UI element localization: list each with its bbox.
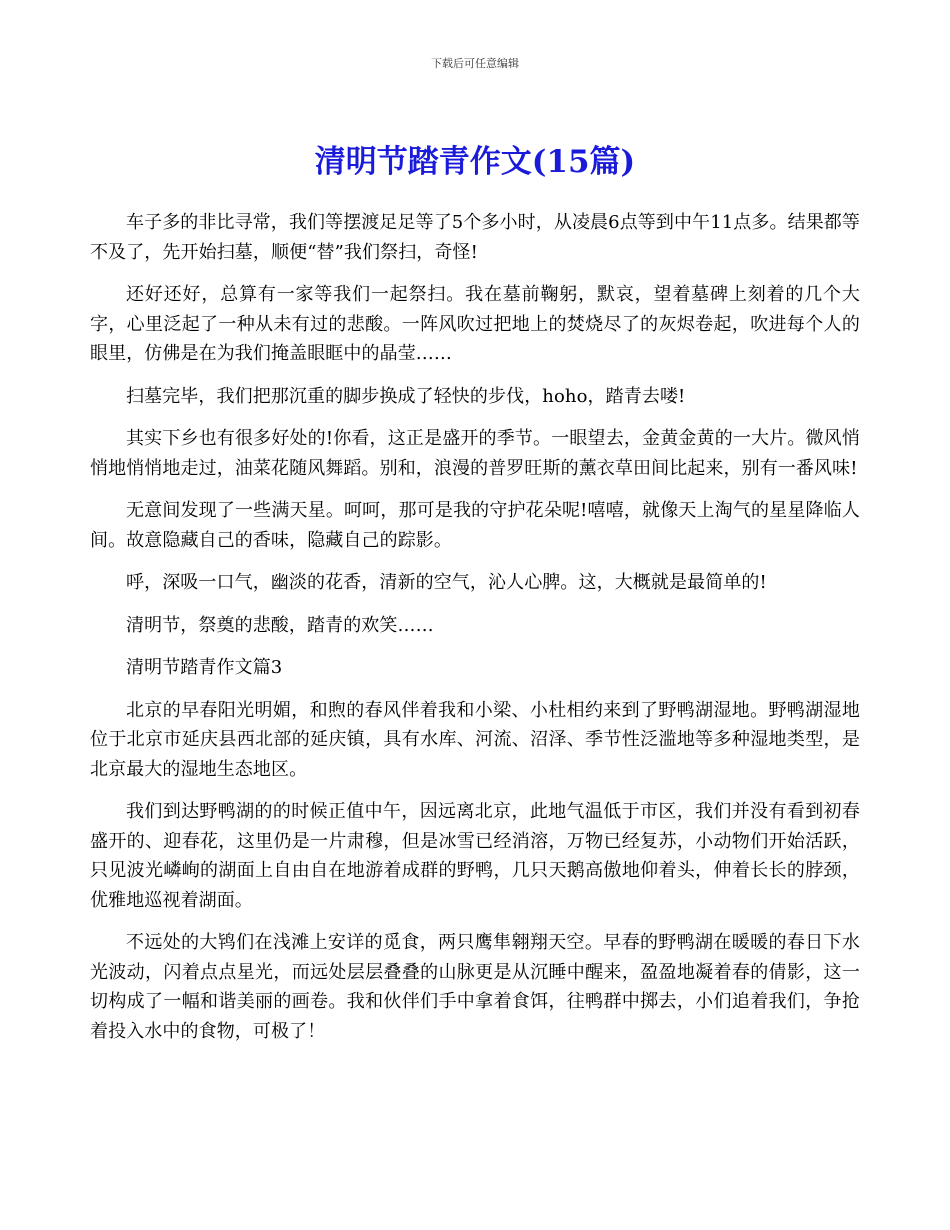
section-heading-3: 清明节踏青作文篇3 [126,657,283,678]
paragraph-3: 扫墓完毕，我们把那沉重的脚步换成了轻快的步伐，hoho，踏青去喽! [126,385,686,407]
document-body [90,208,860,1059]
paragraph-1: 车子多的非比寻常，我们等摆渡足足等了5个多小时，从凌晨6点等到中午11点多。结果都等不及了，先开始扫墓，顺便“替”我们祭扫，奇怪! [90,212,861,263]
paragraph-11: 不远处的大鸨们在浅滩上安详的觅食，两只鹰隼翱翔天空。早春的野鸭湖在暖暖的春日下水光波动，闪着点点星光，而远处层层叠叠的山脉更是从沉睡中醒来，盈盈地凝着春的倩影，这一切构成了一幅和谐美丽的画卷。我和伙伴们手中拿着食饵，往鸭群中掷去，小们追着我们，争抢着投入水中的食物，可极了！ [90,932,860,1042]
page-header-note: 下载后可任意编辑 [431,57,519,70]
paragraph-5: 无意间发现了一些满天星。呵呵，那可是我的守护花朵呢!嘻嘻，就像天上淘气的星星降临人间。故意隐藏自己的香味，隐藏自己的踪影。 [90,500,860,551]
paragraph-9: 北京的早春阳光明媚，和煦的春风伴着我和小梁、小杜相约来到了野鸭湖湿地。野鸭湖湿地位于北京市延庆县西北部的延庆镇，具有水库、河流、沼泽、季节性泛滥地等多种湿地类型，是北京最大的湿地生态地区。 [90,699,860,780]
paragraph-2: 还好还好，总算有一家等我们一起祭扫。我在墓前鞠躬，默哀，望着墓碑上刻着的几个大字，心里泛起了一种从未有过的悲酸。一阵风吹过把地上的焚烧尽了的灰烬卷起，吹进每个人的眼里，仿佛是在为我们掩盖眼眶中的晶莹…… [90,284,860,364]
paragraph-6: 呼，深吸一口气，幽淡的花香，清新的空气，沁人心脾。这，大概就是最简单的! [126,572,767,593]
paragraph-7: 清明节，祭奠的悲酸，踏青的欢笑…… [126,614,434,636]
paragraph-4: 其实下乡也有很多好处的!你看，这正是盛开的季节。一眼望去，金黄金黄的一大片。微风悄悄地悄悄地走过，油菜花随风舞蹈。别和，浪漫的普罗旺斯的薰衣草田间比起来，别有一番风味! [90,428,860,479]
paragraph-10: 我们到达野鸭湖的的时候正值中午，因远离北京，此地气温低于市区，我们并没有看到初春盛开的、迎春花，这里仍是一片肃穆，但是冰雪已经消溶，万物已经复苏，小动物们开始活跃，只见波光嶙峋的湖面上自由自在地游着成群的野鸭，几只天鹅高傲地仰着头，伸着长长的脖颈，优雅地巡视着湖面。 [90,801,860,911]
document-title: 清明节踏青作文(15篇) [314,144,636,180]
